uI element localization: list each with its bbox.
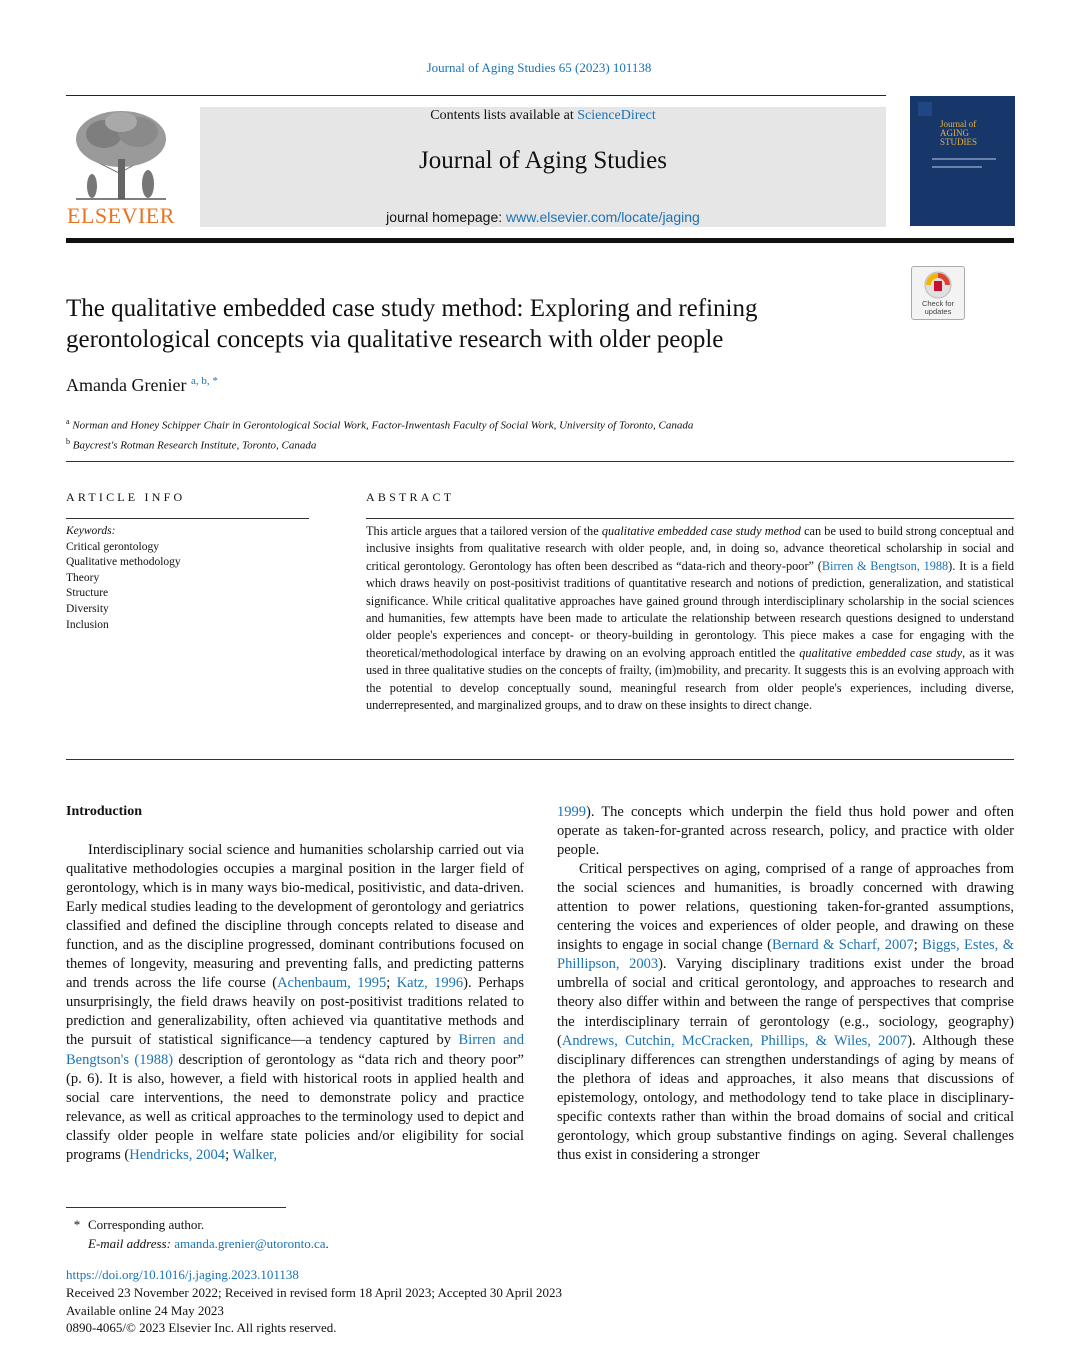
keywords-block (66, 524, 309, 633)
email-line: E-mail address: amanda.grenier@utoronto.ca. (88, 1235, 329, 1251)
keyword-item: Structure (66, 587, 109, 600)
citation-link[interactable]: 1999 (557, 804, 586, 820)
body-paragraph: Interdisciplinary social science and humanities scholarship carried out via qualitative methodologies occupies a marginal position in the larger field of gerontology, which is in many ways bio-medical, positivistic, and data-driven. Early medical studies leading to the development of gerontology and geriatrics classified and defined the discipline through concepts related to disease and function, and as the discipline progressed, dominant contributions focused on themes of longevity, measuring and preventing falls, and predicting patterns and trends across the life course (Achenbaum, 1995; Katz, 1996). Perhaps unsurprisingly, the field draws heavily on post-positivist traditions related to prediction and generalizability, often achieved via quantitative methods and the pursuit of statistical significance—a tendency captured by Birren and Bengtson's (1988) description of gerontology as “data rich and theory poor” (p. 6). It is also, however, a field with historical roots in applied health and social care interventions, the need to demonstrate policy and practice relevance, as well as critical approaches to the terminology used to depict and classify older people in welfare state policies and/or eligibility for social programs (Hendricks, 2004; Walker, (66, 842, 525, 1163)
contents-line (200, 107, 886, 124)
abstract-rule (366, 518, 1014, 519)
body-column-left (66, 841, 524, 1165)
abstract-text: This article argues that a tailored version of the qualitative embedded case study method can be used to build strong conceptual and inclusive insights from qualitative research with older people, and, in doing so, advance theoretical scholarship in social and critical gerontology. Gerontology has often been described as “data-rich and theory-poor” (Birren & Bengtson, 1988). It is a field which draws heavily on post-positivist traditions of quantitative research and notions of prediction, generalization, and statistical significance. While critical qualitative approaches have gained ground through interdisciplinary scholarship in the social sciences and humanities, few attempts have been made to articulate the relationship between research questions designed to understand older people's experiences and concept- or theory-building in gerontology. This piece makes a case for engaging with the theoretical/methodological interface by drawing on an evolving approach entitled the qualitative embedded case study, as it was used in three qualitative studies on the concepts of frailty, (im)mobility, and precarity. It suggests this is an evolving approach with the potential to develop conceptually sound, meaningful research from older people's experiences, including diverse, underrepresented, and marginalized groups, and to draw on these insights to direct change. (366, 524, 1014, 713)
author-name: Amanda Grenier (66, 375, 187, 395)
affiliation-item: $^a$ Norman and Honey Schipper Chair in Gerontological Social Work, Factor-Inwentash Faculty of Social Work, University of Toronto, Canada (66, 417, 694, 432)
citation-link[interactable]: Andrews, Cutchin, McCracken, Phillips, & Wiles, 2007 (561, 1032, 908, 1049)
homepage-line (200, 209, 886, 225)
journal-reference-link[interactable]: Journal of Aging Studies 65 (2023) 101138 (426, 60, 652, 75)
section-rule (66, 461, 1014, 462)
email-link[interactable]: amanda.grenier@utoronto.ca (174, 1235, 326, 1251)
article-info-rule (66, 518, 309, 519)
cover-decoration (932, 158, 996, 160)
footnote-rule (66, 1207, 286, 1208)
author-line (66, 375, 218, 396)
elsevier-wordmark: ELSEVIER (67, 203, 175, 228)
check-updates-icon (912, 269, 964, 303)
homepage-prefix: journal homepage: (386, 209, 507, 225)
body-column-right (557, 803, 1014, 1165)
header-thick-rule (66, 238, 1014, 243)
body-paragraph: Critical perspectives on aging, comprised of a range of approaches from the social sciences and humanities, is broadly concerned with drawing attention to power relations, questioning taken-for-granted assumptions, centering the voices and experiences of older people, and drawing on these insights to engage in social change (Bernard & Scharf, 2007; Biggs, Estes, & Phillipson, 2003). Varying disciplinary traditions exist under the broad umbrella of social and critical gerontology, and approaches to research and theory also differ within and between the range of perspectives that comprise the interdisciplinary terrain of gerontology (e.g., sociology, geography) (Andrews, Cutchin, McCracken, Phillips, & Wiles, 2007). Although these disciplinary differences can strengthen understandings of aging by means of the plethora of ideas and approaches, it also means that discussions of epistemology, ontology, and methodology tend to take place in disciplinary-specific contexts rather than within the broad domains of social and critical gerontology, which group substantive findings on aging. Several challenges thus exist in considering a stronger (557, 861, 1014, 1163)
section-rule (66, 759, 1014, 760)
journal-title: Journal of Aging Studies (419, 147, 667, 174)
article-title: The qualitative embedded case study method: Exploring and refining gerontological concepts via qualitative research with older people (66, 295, 758, 353)
abstract-heading: ABSTRACT (366, 490, 455, 504)
keywords-label: Keywords: (66, 525, 116, 537)
sciencedirect-link[interactable]: ScienceDirect (577, 108, 656, 123)
check-for-updates-button[interactable] (911, 266, 965, 320)
citation-link[interactable]: Biggs, Estes, & Phillipson, 2003 (557, 937, 1014, 973)
citation-link[interactable]: Hendricks, 2004 (129, 1146, 226, 1163)
homepage-link[interactable]: www.elsevier.com/locate/jaging (506, 209, 700, 225)
keyword-item: Inclusion (66, 618, 109, 631)
author-affiliation-marks[interactable]: a, b, * (190, 375, 218, 387)
doi-link[interactable]: https://doi.org/10.1016/j.jaging.2023.101138 (66, 1267, 299, 1282)
cover-decoration (932, 166, 982, 168)
footnote (66, 1216, 329, 1253)
keyword-item: Qualitative methodology (66, 556, 181, 569)
journal-cover[interactable] (910, 96, 1015, 226)
citation-link[interactable]: Bernard & Scharf, 2007 (771, 937, 914, 954)
citation-link[interactable]: Walker, (232, 1146, 278, 1163)
article-info-heading: ARTICLE INFO (66, 490, 186, 504)
copyright: 0890-4065/© 2023 Elsevier Inc. All rights reserved. (66, 1320, 337, 1336)
cover-logo-icon (918, 102, 932, 116)
affiliation-item: $^b$ Baycrest's Rotman Research Institute, Toronto, Canada (66, 436, 317, 452)
keyword-item: Critical gerontology (66, 540, 159, 553)
introduction-heading: Introduction (66, 804, 142, 819)
check-updates-label: Check for updates (921, 299, 955, 316)
keyword-item: Diversity (66, 602, 109, 615)
received-dates: Received 23 November 2022; Received in revised form 18 April 2023; Accepted 30 April 2023 (66, 1284, 563, 1300)
header-rule (66, 95, 886, 96)
tree-icon (66, 104, 176, 204)
contents-prefix: Contents lists available at (430, 108, 578, 123)
citation-link[interactable]: Achenbaum, 1995 (277, 975, 387, 992)
citation-link[interactable]: Birren and Bengtson's (1988) (66, 1032, 525, 1068)
body-paragraph: 1999). The concepts which underpin the field thus hold power and often operate as taken-for-granted across research, policy, and practice with older people. (557, 804, 1014, 859)
citation-link[interactable]: Katz, 1996 (396, 975, 464, 992)
available-online: Available online 24 May 2023 (66, 1302, 224, 1318)
publication-info (66, 1266, 562, 1337)
citation-link[interactable]: Birren & Bengtson, 1988 (821, 558, 949, 573)
affiliations (66, 414, 966, 453)
cover-title: Journal of AGING STUDIES (940, 119, 978, 147)
keyword-item: Theory (66, 571, 100, 584)
elsevier-logo[interactable] (66, 104, 176, 229)
journal-banner (200, 107, 886, 227)
corresponding-author-note: * Corresponding author. (73, 1217, 205, 1232)
